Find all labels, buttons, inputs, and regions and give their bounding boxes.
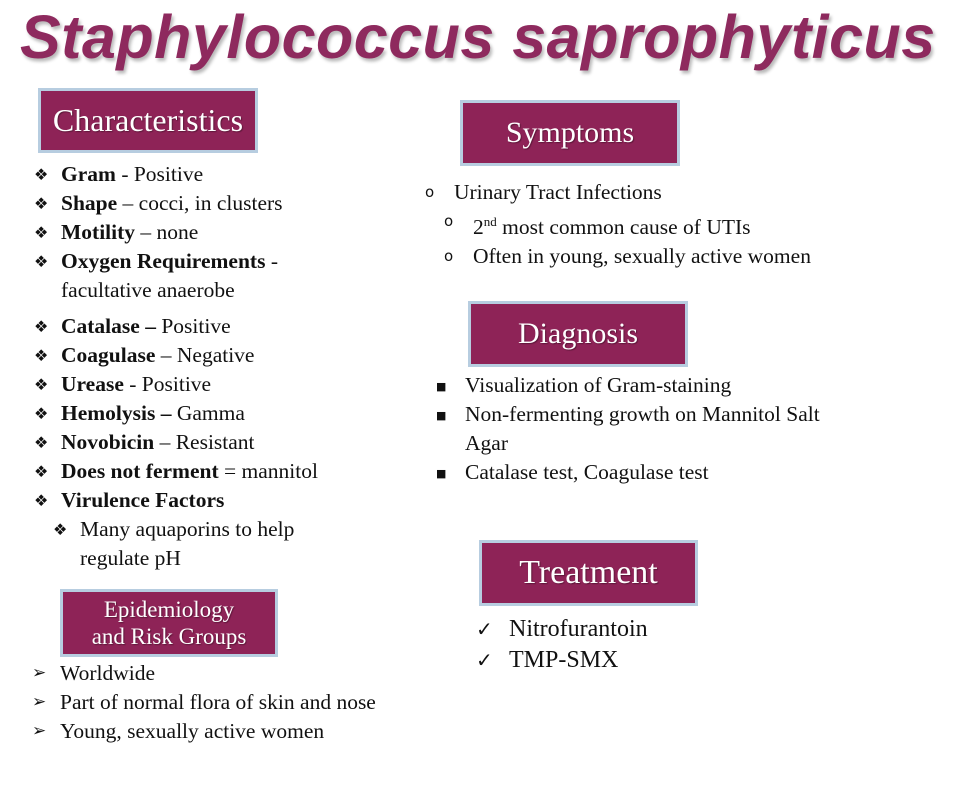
- list-item: ❖ Gram - Positive: [34, 160, 424, 189]
- list-item: ❖ Catalase – Positive: [34, 312, 424, 341]
- diagnosis-list: [436, 371, 956, 487]
- circle-bullet-icon: o: [425, 183, 435, 201]
- list-item: ➢ Worldwide: [32, 659, 472, 688]
- diamond-bullet-icon: ❖: [34, 404, 49, 423]
- list-item: ❖ Does not ferment = mannitol: [34, 457, 424, 486]
- diagnosis-heading: Diagnosis: [468, 301, 688, 367]
- circle-bullet-icon: o: [444, 212, 454, 230]
- arrowhead-bullet-icon: ➢: [32, 692, 47, 712]
- list-item: ❖ Hemolysis – Gamma: [34, 399, 424, 428]
- page-title: Staphylococcus saprophyticus: [20, 3, 936, 71]
- list-item: ✓ Nitrofurantoin: [476, 614, 776, 645]
- list-item: ❖ Urease - Positive: [34, 370, 424, 399]
- diamond-bullet-icon: ❖: [34, 317, 49, 336]
- checkmark-icon: ✓: [476, 617, 493, 641]
- characteristics-heading: Characteristics: [38, 88, 258, 153]
- symptoms-list: [425, 178, 965, 271]
- list-item: ■ Non-fermenting growth on Mannitol Salt Agar: [436, 402, 820, 455]
- diamond-bullet-icon: ❖: [34, 346, 49, 365]
- diamond-bullet-icon: ❖: [34, 462, 49, 481]
- characteristics-list: [34, 160, 424, 573]
- list-item: ■ Visualization of Gram-staining: [436, 371, 956, 400]
- list-item: ❖ Oxygen Requirements - facultative anaerobe: [34, 249, 278, 302]
- diamond-bullet-icon: ❖: [34, 194, 49, 213]
- treatment-list: [476, 614, 776, 676]
- list-item: ❖ Shape – cocci, in clusters: [34, 189, 424, 218]
- list-item: o Urinary Tract Infections: [425, 178, 965, 207]
- square-bullet-icon: ■: [436, 380, 447, 393]
- list-item: ■ Catalase test, Coagulase test: [436, 458, 956, 487]
- diamond-bullet-icon: ❖: [34, 433, 49, 452]
- epidemiology-heading: Epidemiology and Risk Groups: [60, 589, 278, 657]
- arrowhead-bullet-icon: ➢: [32, 721, 47, 741]
- diamond-bullet-icon: ❖: [34, 252, 49, 271]
- symptoms-heading: Symptoms: [460, 100, 680, 166]
- list-item: ❖ Motility – none: [34, 218, 424, 247]
- list-item: ❖ Virulence Factors: [34, 486, 424, 515]
- diamond-bullet-icon: ❖: [34, 165, 49, 184]
- diamond-bullet-icon: ❖: [34, 375, 49, 394]
- sub-list-item: o 2nd most common cause of UTIs: [425, 207, 965, 242]
- epidemiology-list: [32, 659, 472, 746]
- treatment-heading: Treatment: [479, 540, 698, 606]
- sub-list-item: ❖ Many aquaporins to help regulate pH: [53, 517, 295, 570]
- diamond-bullet-icon: ❖: [53, 520, 68, 539]
- list-item: ➢ Part of normal flora of skin and nose: [32, 688, 472, 717]
- square-bullet-icon: ■: [436, 467, 447, 480]
- diamond-bullet-icon: ❖: [34, 491, 49, 510]
- list-item: ➢ Young, sexually active women: [32, 717, 472, 746]
- list-item: ❖ Novobicin – Resistant: [34, 428, 424, 457]
- list-item: ❖ Coagulase – Negative: [34, 341, 424, 370]
- circle-bullet-icon: o: [444, 247, 454, 266]
- checkmark-icon: ✓: [476, 648, 493, 672]
- square-bullet-icon: ■: [436, 409, 447, 422]
- sub-list-item: o Often in young, sexually active women: [425, 242, 965, 271]
- arrowhead-bullet-icon: ➢: [32, 663, 47, 683]
- list-item: ✓ TMP-SMX: [476, 645, 776, 676]
- diamond-bullet-icon: ❖: [34, 223, 49, 242]
